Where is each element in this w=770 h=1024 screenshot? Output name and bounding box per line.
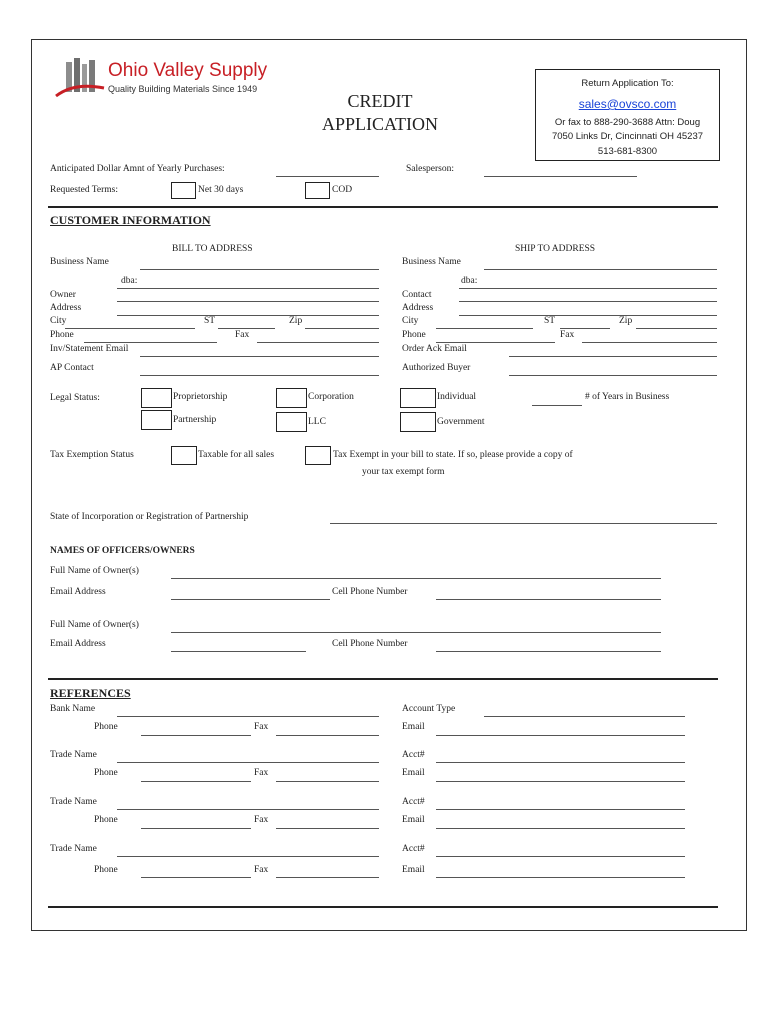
trade2-acct-label: Acct# bbox=[402, 797, 425, 807]
ship-city-label: City bbox=[402, 316, 419, 326]
ship-address-label: Address bbox=[402, 303, 434, 313]
bank-name-input[interactable] bbox=[117, 716, 379, 717]
owner2-cell-label: Cell Phone Number bbox=[332, 639, 408, 649]
salesperson-input[interactable] bbox=[484, 176, 637, 177]
return-address: 7050 Links Dr, Cincinnati OH 45237 bbox=[551, 131, 704, 142]
trade1-email-input[interactable] bbox=[436, 781, 685, 782]
trade1-acct-input[interactable] bbox=[436, 762, 685, 763]
trade3-phone-input[interactable] bbox=[141, 877, 251, 878]
trade2-name-input[interactable] bbox=[117, 809, 379, 810]
ship-fax-label: Fax bbox=[560, 330, 575, 340]
trade2-fax-input[interactable] bbox=[276, 828, 379, 829]
owner2-email-input[interactable] bbox=[171, 651, 306, 652]
bill-city-input[interactable] bbox=[65, 328, 195, 329]
ship-contact-input[interactable] bbox=[459, 301, 717, 302]
ship-zip-input[interactable] bbox=[636, 328, 717, 329]
divider bbox=[48, 906, 718, 908]
bill-phone-label: Phone bbox=[50, 330, 74, 340]
bank-fax-input[interactable] bbox=[276, 735, 379, 736]
corporation-checkbox[interactable] bbox=[276, 388, 307, 408]
trade1-name-label: Trade Name bbox=[50, 750, 97, 760]
salesperson-label: Salesperson: bbox=[406, 164, 455, 174]
bank-email-input[interactable] bbox=[436, 735, 685, 736]
trade3-email-label: Email bbox=[402, 865, 425, 875]
trade3-acct-input[interactable] bbox=[436, 856, 685, 857]
individual-label: Individual bbox=[437, 392, 477, 402]
return-fax: Or fax to 888-290-3688 Attn: Doug bbox=[554, 117, 701, 128]
bill-fax-label: Fax bbox=[235, 330, 250, 340]
years-in-business-input[interactable] bbox=[532, 405, 582, 406]
government-label: Government bbox=[437, 417, 485, 427]
proprietorship-label: Proprietorship bbox=[173, 392, 228, 402]
bill-fax-input[interactable] bbox=[257, 342, 379, 343]
page-title: CREDIT APPLICATION bbox=[321, 91, 438, 134]
ship-dba-input[interactable] bbox=[459, 288, 717, 289]
bill-to-heading: BILL TO ADDRESS bbox=[172, 244, 253, 254]
years-in-business-label: # of Years in Business bbox=[585, 392, 670, 402]
net30-label: Net 30 days bbox=[198, 185, 244, 195]
sales-email-link[interactable]: sales@ovsco.com bbox=[578, 97, 677, 111]
owner1-name-label: Full Name of Owner(s) bbox=[50, 566, 139, 576]
partnership-checkbox[interactable] bbox=[141, 410, 172, 430]
bank-email-label: Email bbox=[402, 722, 425, 732]
trade1-phone-label: Phone bbox=[94, 768, 118, 778]
trade1-name-input[interactable] bbox=[117, 762, 379, 763]
bank-phone-label: Phone bbox=[94, 722, 118, 732]
ship-business-name-input[interactable] bbox=[484, 269, 717, 270]
state-incorp-input[interactable] bbox=[330, 523, 717, 524]
ship-phone-label: Phone bbox=[402, 330, 426, 340]
trade1-acct-label: Acct# bbox=[402, 750, 425, 760]
bill-address-input[interactable] bbox=[117, 315, 379, 316]
bill-city-label: City bbox=[50, 316, 67, 326]
trade3-acct-label: Acct# bbox=[402, 844, 425, 854]
trade1-fax-input[interactable] bbox=[276, 781, 379, 782]
authorized-buyer-input[interactable] bbox=[509, 375, 717, 376]
tax-exempt-label-1: Tax Exempt in your bill to state. If so, please provide a copy of bbox=[333, 450, 573, 460]
bill-zip-input[interactable] bbox=[305, 328, 379, 329]
bill-business-name-input[interactable] bbox=[140, 269, 379, 270]
inv-email-input[interactable] bbox=[140, 356, 379, 357]
trade1-phone-input[interactable] bbox=[141, 781, 251, 782]
trade3-fax-input[interactable] bbox=[276, 877, 379, 878]
ap-contact-input[interactable] bbox=[140, 375, 379, 376]
ship-to-heading: SHIP TO ADDRESS bbox=[515, 244, 596, 254]
trade3-name-input[interactable] bbox=[117, 856, 379, 857]
individual-checkbox[interactable] bbox=[400, 388, 436, 408]
owner1-email-input[interactable] bbox=[171, 599, 330, 600]
ship-zip-label: Zip bbox=[619, 316, 633, 326]
anticipated-input[interactable] bbox=[276, 176, 379, 177]
ship-address-input[interactable] bbox=[459, 315, 717, 316]
cod-label: COD bbox=[332, 185, 353, 195]
bill-business-name-label: Business Name bbox=[50, 257, 109, 267]
trade2-name-label: Trade Name bbox=[50, 797, 97, 807]
taxable-label: Taxable for all sales bbox=[198, 450, 275, 460]
proprietorship-checkbox[interactable] bbox=[141, 388, 172, 408]
bill-address-label: Address bbox=[50, 303, 82, 313]
owner1-cell-label: Cell Phone Number bbox=[332, 587, 408, 597]
owner1-name-input[interactable] bbox=[171, 578, 661, 579]
ship-dba-label: dba: bbox=[461, 276, 478, 286]
trade2-fax-label: Fax bbox=[254, 815, 269, 825]
owner1-cell-input[interactable] bbox=[436, 599, 661, 600]
anticipated-label: Anticipated Dollar Amnt of Yearly Purchases: bbox=[50, 164, 225, 174]
return-heading: Return Application To: bbox=[581, 78, 674, 89]
bank-name-label: Bank Name bbox=[50, 704, 96, 714]
trade2-email-input[interactable] bbox=[436, 828, 685, 829]
owner2-email-label: Email Address bbox=[50, 639, 106, 649]
owner1-email-label: Email Address bbox=[50, 587, 106, 597]
bill-phone-input[interactable] bbox=[84, 342, 217, 343]
ship-st-label: ST bbox=[544, 316, 556, 326]
ship-contact-label: Contact bbox=[402, 290, 432, 300]
llc-label: LLC bbox=[308, 417, 326, 427]
authorized-buyer-label: Authorized Buyer bbox=[402, 363, 471, 373]
bill-st-input[interactable] bbox=[218, 328, 275, 329]
bill-st-label: ST bbox=[204, 316, 216, 326]
account-type-label: Account Type bbox=[402, 704, 456, 714]
owner2-cell-input[interactable] bbox=[436, 651, 661, 652]
ship-fax-input[interactable] bbox=[582, 342, 717, 343]
bill-owner-input[interactable] bbox=[117, 301, 379, 302]
state-incorp-label: State of Incorporation or Registration of Partnership bbox=[50, 512, 249, 522]
tax-exempt-label-2: your tax exempt form bbox=[362, 467, 445, 477]
trade3-name-label: Trade Name bbox=[50, 844, 97, 854]
trade3-email-input[interactable] bbox=[436, 877, 685, 878]
bill-dba-label: dba: bbox=[121, 276, 138, 286]
llc-checkbox[interactable] bbox=[276, 412, 307, 432]
ap-contact-label: AP Contact bbox=[50, 363, 94, 373]
bill-owner-label: Owner bbox=[50, 290, 76, 300]
trade3-fax-label: Fax bbox=[254, 865, 269, 875]
corporation-label: Corporation bbox=[308, 392, 354, 402]
cod-checkbox[interactable] bbox=[305, 182, 330, 199]
ship-st-input[interactable] bbox=[560, 328, 610, 329]
trade2-phone-input[interactable] bbox=[141, 828, 251, 829]
trade2-phone-label: Phone bbox=[94, 815, 118, 825]
building-logo-icon bbox=[54, 56, 106, 100]
government-checkbox[interactable] bbox=[400, 412, 436, 432]
requested-terms-label: Requested Terms: bbox=[50, 185, 119, 195]
owner2-name-input[interactable] bbox=[171, 632, 661, 633]
return-application-box bbox=[535, 69, 720, 161]
ship-phone-input[interactable] bbox=[436, 342, 555, 343]
order-ack-email-input[interactable] bbox=[509, 356, 717, 357]
bill-dba-input[interactable] bbox=[117, 288, 379, 289]
divider bbox=[48, 206, 718, 208]
tax-exempt-checkbox[interactable] bbox=[305, 446, 331, 465]
account-type-input[interactable] bbox=[484, 716, 685, 717]
customer-info-heading: CUSTOMER INFORMATION bbox=[50, 213, 211, 227]
officers-heading: NAMES OF OFFICERS/OWNERS bbox=[50, 546, 195, 556]
trade3-phone-label: Phone bbox=[94, 865, 118, 875]
ship-city-input[interactable] bbox=[436, 328, 533, 329]
ship-business-name-label: Business Name bbox=[402, 257, 461, 267]
taxable-checkbox[interactable] bbox=[171, 446, 197, 465]
bank-phone-input[interactable] bbox=[141, 735, 251, 736]
partnership-label: Partnership bbox=[173, 415, 217, 425]
trade1-fax-label: Fax bbox=[254, 768, 269, 778]
bank-fax-label: Fax bbox=[254, 722, 269, 732]
owner2-name-label: Full Name of Owner(s) bbox=[50, 620, 139, 630]
references-heading: REFERENCES bbox=[50, 686, 131, 700]
divider bbox=[48, 678, 718, 680]
order-ack-email-label: Order Ack Email bbox=[402, 344, 467, 354]
inv-email-label: Inv/Statement Email bbox=[50, 344, 129, 354]
trade2-email-label: Email bbox=[402, 815, 425, 825]
bill-zip-label: Zip bbox=[289, 316, 303, 326]
legal-status-label: Legal Status: bbox=[50, 393, 100, 403]
company-name: Ohio Valley Supply bbox=[108, 60, 268, 81]
net30-checkbox[interactable] bbox=[171, 182, 196, 199]
tax-exemption-label: Tax Exemption Status bbox=[50, 450, 134, 460]
return-phone: 513-681-8300 bbox=[597, 146, 658, 157]
trade2-acct-input[interactable] bbox=[436, 809, 685, 810]
company-tagline: Quality Building Materials Since 1949 bbox=[108, 84, 258, 94]
trade1-email-label: Email bbox=[402, 768, 425, 778]
